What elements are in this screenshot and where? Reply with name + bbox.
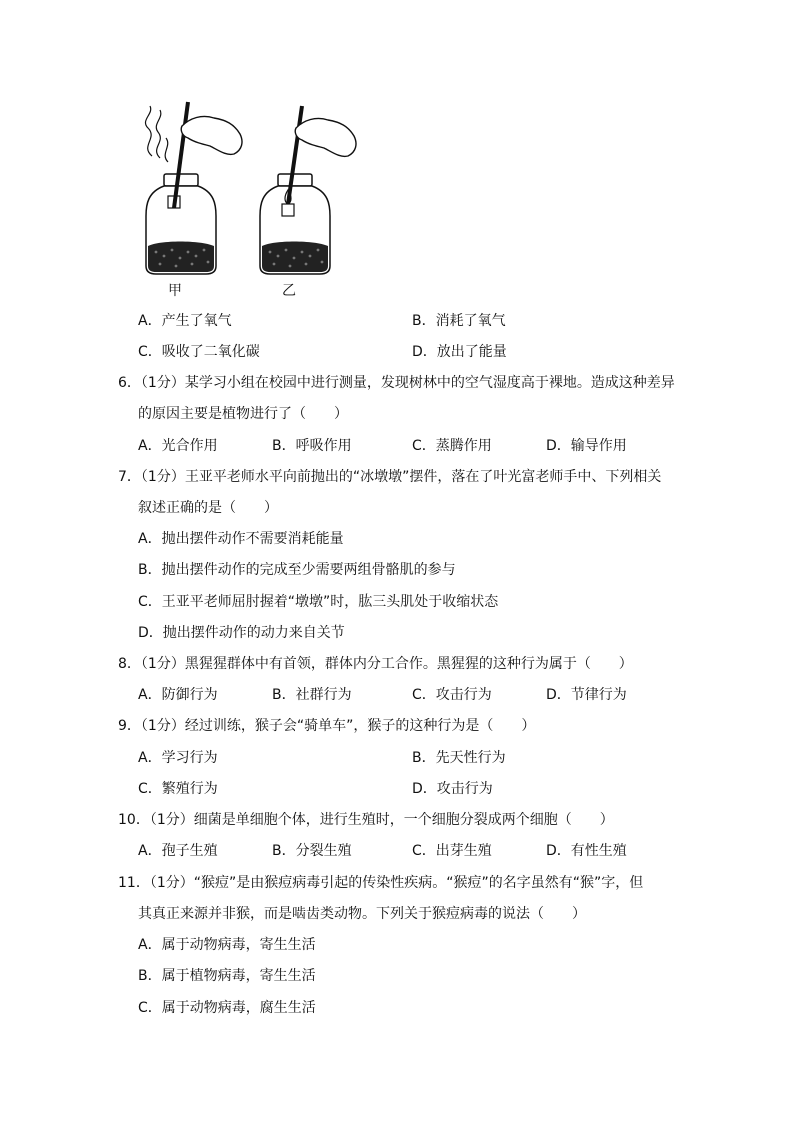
q10-option-d: D．有性生殖 — [546, 843, 627, 859]
jar-right — [260, 106, 356, 274]
experiment-figure — [130, 96, 380, 306]
q9-option-c: C．繁殖行为 — [138, 781, 218, 797]
q11-option-b: B．属于植物病毒，寄生生活 — [138, 968, 316, 984]
q10-option-c: C．出芽生殖 — [412, 843, 492, 859]
q8-option-b: B．社群行为 — [272, 687, 352, 703]
question-11-line-2: 其真正来源并非猴，而是啮齿类动物。下列关于猴痘病毒的说法（ ） — [138, 906, 586, 922]
question-8-line-1: 8．（1分）黑猩猩群体中有首领，群体内分工合作。黑猩猩的这种行为属于（ ） — [118, 656, 633, 672]
label-jia: 甲 — [168, 283, 182, 299]
q6-option-d: D．输导作用 — [546, 438, 627, 454]
q7-option-a: A．抛出摆件动作不需要消耗能量 — [138, 531, 344, 547]
option-d: D．放出了能量 — [412, 344, 507, 360]
q8-option-c: C．攻击行为 — [412, 687, 492, 703]
option-b: B．消耗了氧气 — [412, 313, 506, 329]
option-c: C．吸收了二氧化碳 — [138, 344, 260, 360]
q10-option-b: B．分裂生殖 — [272, 843, 352, 859]
q11-option-a: A．属于动物病毒，寄生生活 — [138, 937, 316, 953]
question-7-line-2: 叙述正确的是（ ） — [138, 500, 278, 516]
q6-option-c: C．蒸腾作用 — [412, 438, 492, 454]
q8-option-a: A．防御行为 — [138, 687, 218, 703]
q10-option-a: A．孢子生殖 — [138, 843, 218, 859]
jar-illustration — [130, 96, 380, 306]
option-a: A．产生了氧气 — [138, 313, 232, 329]
label-yi: 乙 — [282, 283, 296, 299]
question-6-line-1: 6．（1分）某学习小组在校园中进行测量，发现树林中的空气湿度高于裸地。造成这种差异 — [118, 375, 675, 391]
q8-option-d: D．节律行为 — [546, 687, 627, 703]
jar-left — [145, 102, 242, 274]
question-7-line-1: 7．（1分）王亚平老师水平向前抛出的“冰墩墩”摆件，落在了叶光富老师手中、下列相关 — [118, 469, 662, 485]
question-6-line-2: 的原因主要是植物进行了（ ） — [138, 406, 348, 422]
question-11-line-1: 11．（1分）“猴痘”是由猴痘病毒引起的传染性疾病。“猴痘”的名字虽然有“猴”字，但 — [118, 875, 644, 891]
q7-option-b: B．抛出摆件动作的完成至少需要两组骨骼肌的参与 — [138, 562, 456, 578]
q7-option-d: D．抛出摆件动作的动力来自关节 — [138, 625, 345, 641]
q9-option-b: B．先天性行为 — [412, 750, 506, 766]
q9-option-a: A．学习行为 — [138, 750, 218, 766]
q6-option-a: A．光合作用 — [138, 438, 218, 454]
question-10-line-1: 10．（1分）细菌是单细胞个体，进行生殖时，一个细胞分裂成两个细胞（ ） — [118, 812, 614, 828]
q9-option-d: D．攻击行为 — [412, 781, 493, 797]
question-9-line-1: 9．（1分）经过训练，猴子会“骑单车”，猴子的这种行为是（ ） — [118, 718, 536, 734]
q6-option-b: B．呼吸作用 — [272, 438, 352, 454]
q11-option-c: C．属于动物病毒，腐生生活 — [138, 1000, 316, 1016]
q7-option-c: C．王亚平老师屈肘握着“墩墩”时，肱三头肌处于收缩状态 — [138, 594, 499, 610]
